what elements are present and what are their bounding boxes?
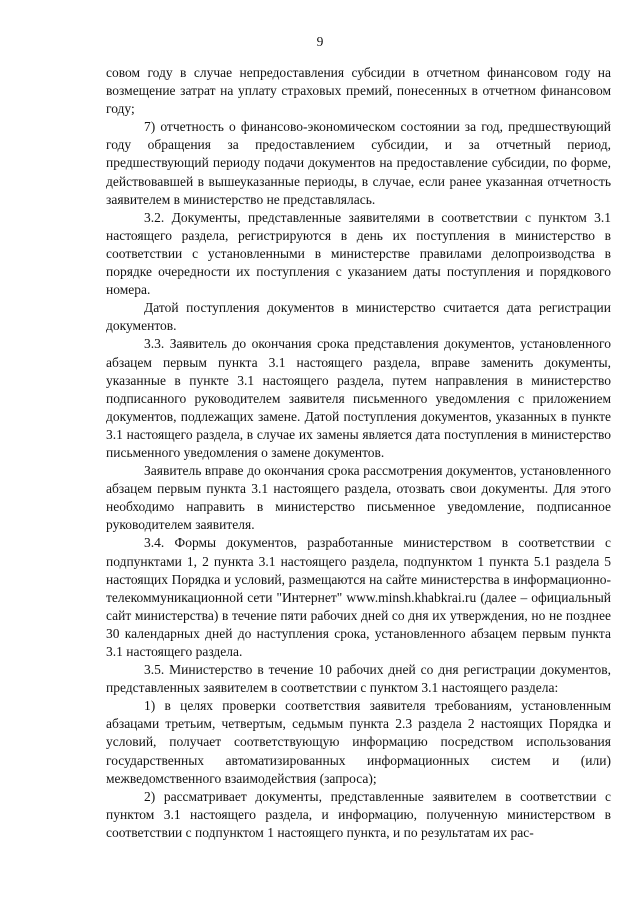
paragraph-item-7: 7) отчетность о финансово-экономическом состоянии за год, предшествующий году обращения за предоставлением субсидии, и за отчетный период, предшествующий периоду подачи документов на предоставление субсидии, по форме, действовавшей в вышеуказанные периоды, в случае, если ранее указанная отчетность заявителем в министерство не представлялась. [106, 119, 611, 207]
paragraph-withdraw: Заявитель вправе до окончания срока рассмотрения документов, установленного абзацем первым пункта 3.1 настоящего раздела, отозвать свои документы. Для этого необходимо направить в министерство письменное уведомление, подписанное руководителем заявителя. [106, 463, 611, 533]
paragraph-receipt-date: Датой поступления документов в министерство считается дата регистрации документов. [106, 300, 611, 334]
paragraph-3-2: 3.2. Документы, представленные заявителями в соответствии с пунктом 3.1 настоящего раздела, регистрируются в день их поступления в министерство в соответствии с установленными в министерстве правилами делопроизводства в порядке очередности их поступления с указанием даты поступления и порядкового номера. [106, 209, 611, 298]
paragraph-3-3: 3.3. Заявитель до окончания срока представления документов, установленного абзацем первым пункта 3.1 настоящего раздела, вправе заменить документы, указанные в пункте 3.1 настоящего раздела, путем направления в министерство подписанного руководителем заявителя письменного уведомления с приложением документов, подлежащих замене. Датой поступления документов, указанных в пункте 3.1 настоящего раздела, в случае их замены является дата поступления в министерство письменного уведомления о замене документов. [106, 336, 611, 460]
paragraph-3-5-item-1: 1) в целях проверки соответствия заявителя требованиям, установленным абзацами третьим, четвертым, седьмым пункта 2.3 раздела 2 настоящих Порядка и условий, получает соответствующую информацию посредством использования государственных автоматизированных информационных систем и (или) межведомственного взаимодействия (запроса); [106, 698, 611, 786]
paragraph-3-5-item-2: 2) рассматривает документы, представленные заявителем в соответствии с пунктом 3.1 настоящего раздела, и информацию, полученную министерством в соответствии с подпунктом 1 настоящего пункта, и по результатам их рас- [106, 788, 611, 840]
page-number: 9 [316, 34, 324, 49]
paragraph-3-4: 3.4. Формы документов, разработанные министерством в соответствии с подпунктами 1, 2 пункта 3.1 настоящего раздела, подпунктом 1 пункта 5.1 раздела 5 настоящих Порядка и условий, размещаются на сайте министерства в информационно-телекоммуникационной сети "Интернет" www.minsh.khabkrai.ru (далее – официальный сайт министерства) в течение пяти рабочих дней со дня их утверждения, но не позднее 30 календарных дней до наступления срока, установленного абзацем первым пункта 3.1 настоящего раздела. [106, 535, 611, 659]
document-body [106, 64, 611, 842]
paragraph-continuation: совом году в случае непредоставления субсидии в отчетном финансовом году на возмещение затрат на уплату страховых премий, понесенных в отчетном финансовом году; [106, 65, 611, 117]
paragraph-3-5: 3.5. Министерство в течение 10 рабочих дней со дня регистрации документов, представленных заявителем в соответствии с пунктом 3.1 настоящего раздела: [106, 662, 611, 696]
